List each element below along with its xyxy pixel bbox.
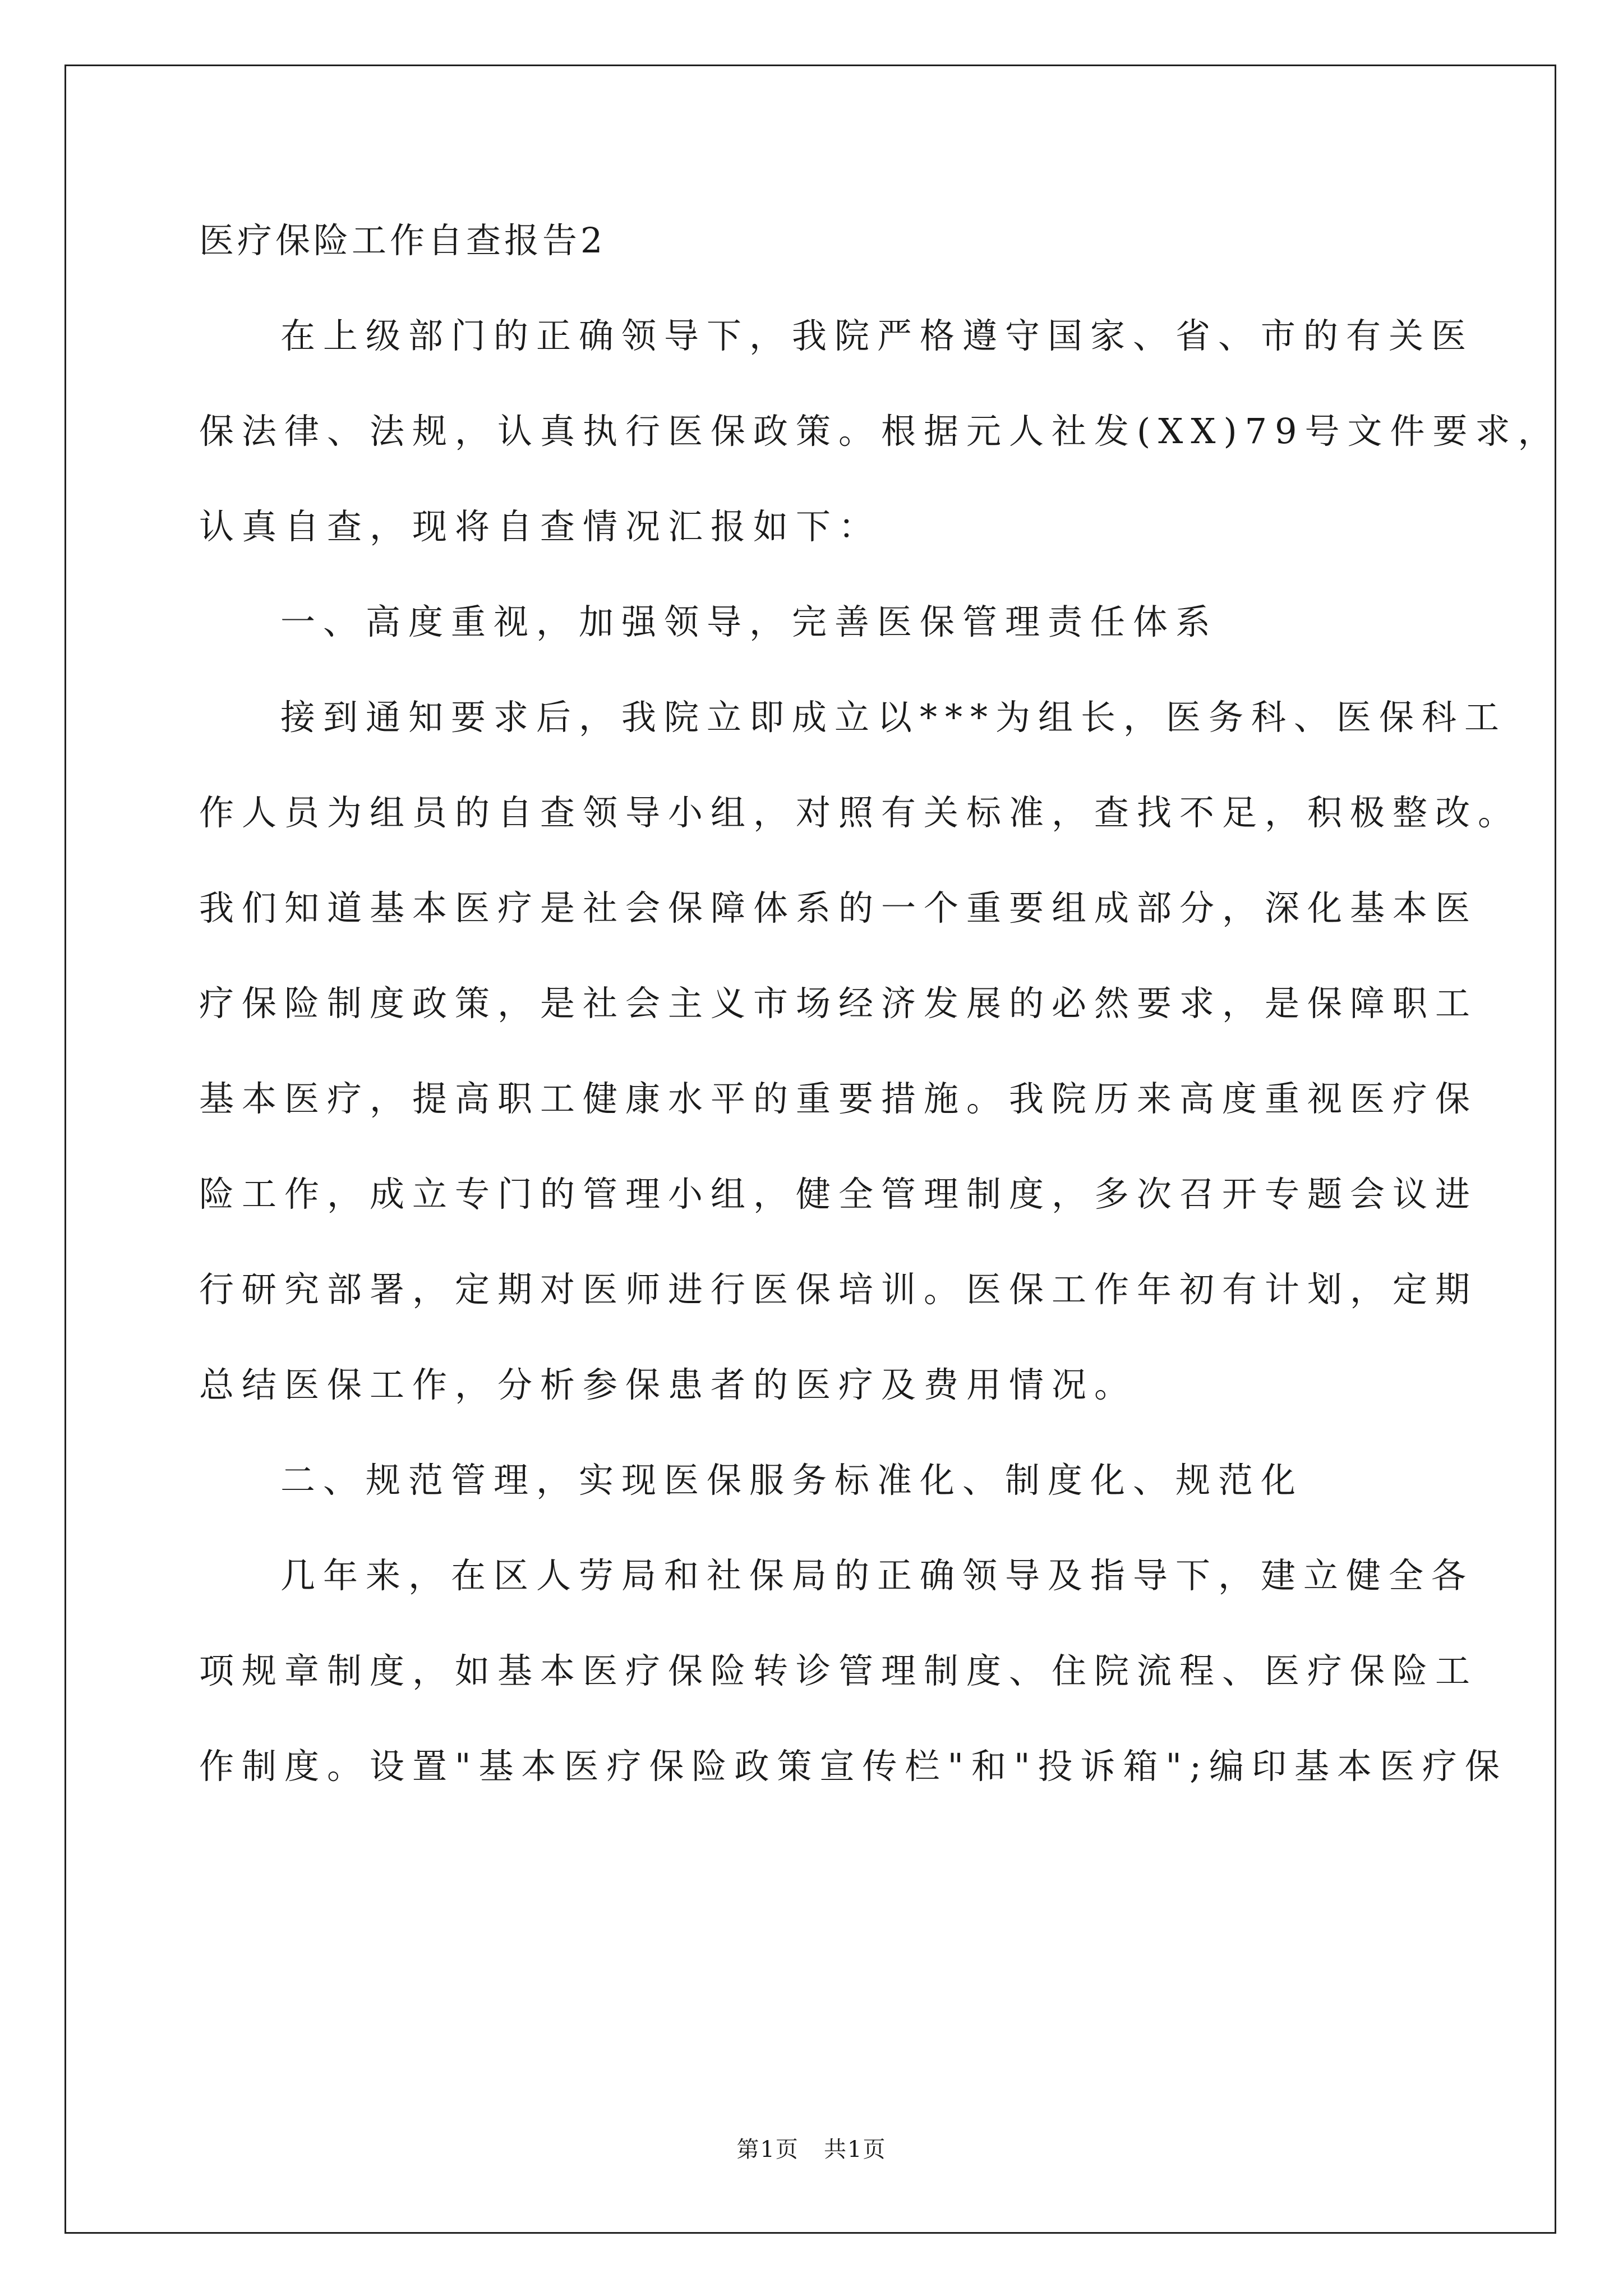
section-heading: 一、高度重视，加强领导，完善医保管理责任体系 [280,601,1219,642]
paragraph-line: 几年来，在区人劳局和社保局的正确领导及指导下，建立健全各 [280,1555,1474,1596]
paragraph-line: 保法律、法规，认真执行医保政策。根据元人社发(XX)79号文件要求， [199,411,1561,452]
paragraph-line: 基本医疗，提高职工健康水平的重要措施。我院历来高度重视医疗保 [199,1078,1478,1119]
paragraph-line: 接到通知要求后，我院立即成立以***为组长，医务科、医保科工 [280,697,1507,738]
paragraph-line: 在上级部门的正确领导下，我院严格遵守国家、省、市的有关医 [280,315,1474,356]
page-footer: 第1页 共1页 [736,2137,887,2162]
paragraph-line: 认真自查，现将自查情况汇报如下： [199,506,882,547]
paragraph-line: 我们知道基本医疗是社会保障体系的一个重要组成部分，深化基本医 [199,887,1478,928]
paragraph-line: 险工作，成立专门的管理小组，健全管理制度，多次召开专题会议进 [199,1174,1478,1214]
paragraph-line: 项规章制度，如基本医疗保险转诊管理制度、住院流程、医疗保险工 [199,1650,1478,1691]
page-border [64,65,1556,2234]
paragraph-line: 行研究部署，定期对医师进行医保培训。医保工作年初有计划，定期 [199,1269,1478,1310]
document-title: 医疗保险工作自查报告2 [199,220,606,261]
paragraph-line: 作人员为组员的自查领导小组，对照有关标准，查找不足，积极整改。 [199,792,1521,833]
section-heading: 二、规范管理，实现医保服务标准化、制度化、规范化 [280,1460,1304,1501]
paragraph-line: 总结医保工作，分析参保患者的医疗及费用情况。 [199,1364,1137,1405]
paragraph-line: 作制度。设置"基本医疗保险政策宣传栏"和"投诉箱";编印基本医疗保 [199,1746,1507,1787]
paragraph-line: 疗保险制度政策，是社会主义市场经济发展的必然要求，是保障职工 [199,983,1478,1024]
